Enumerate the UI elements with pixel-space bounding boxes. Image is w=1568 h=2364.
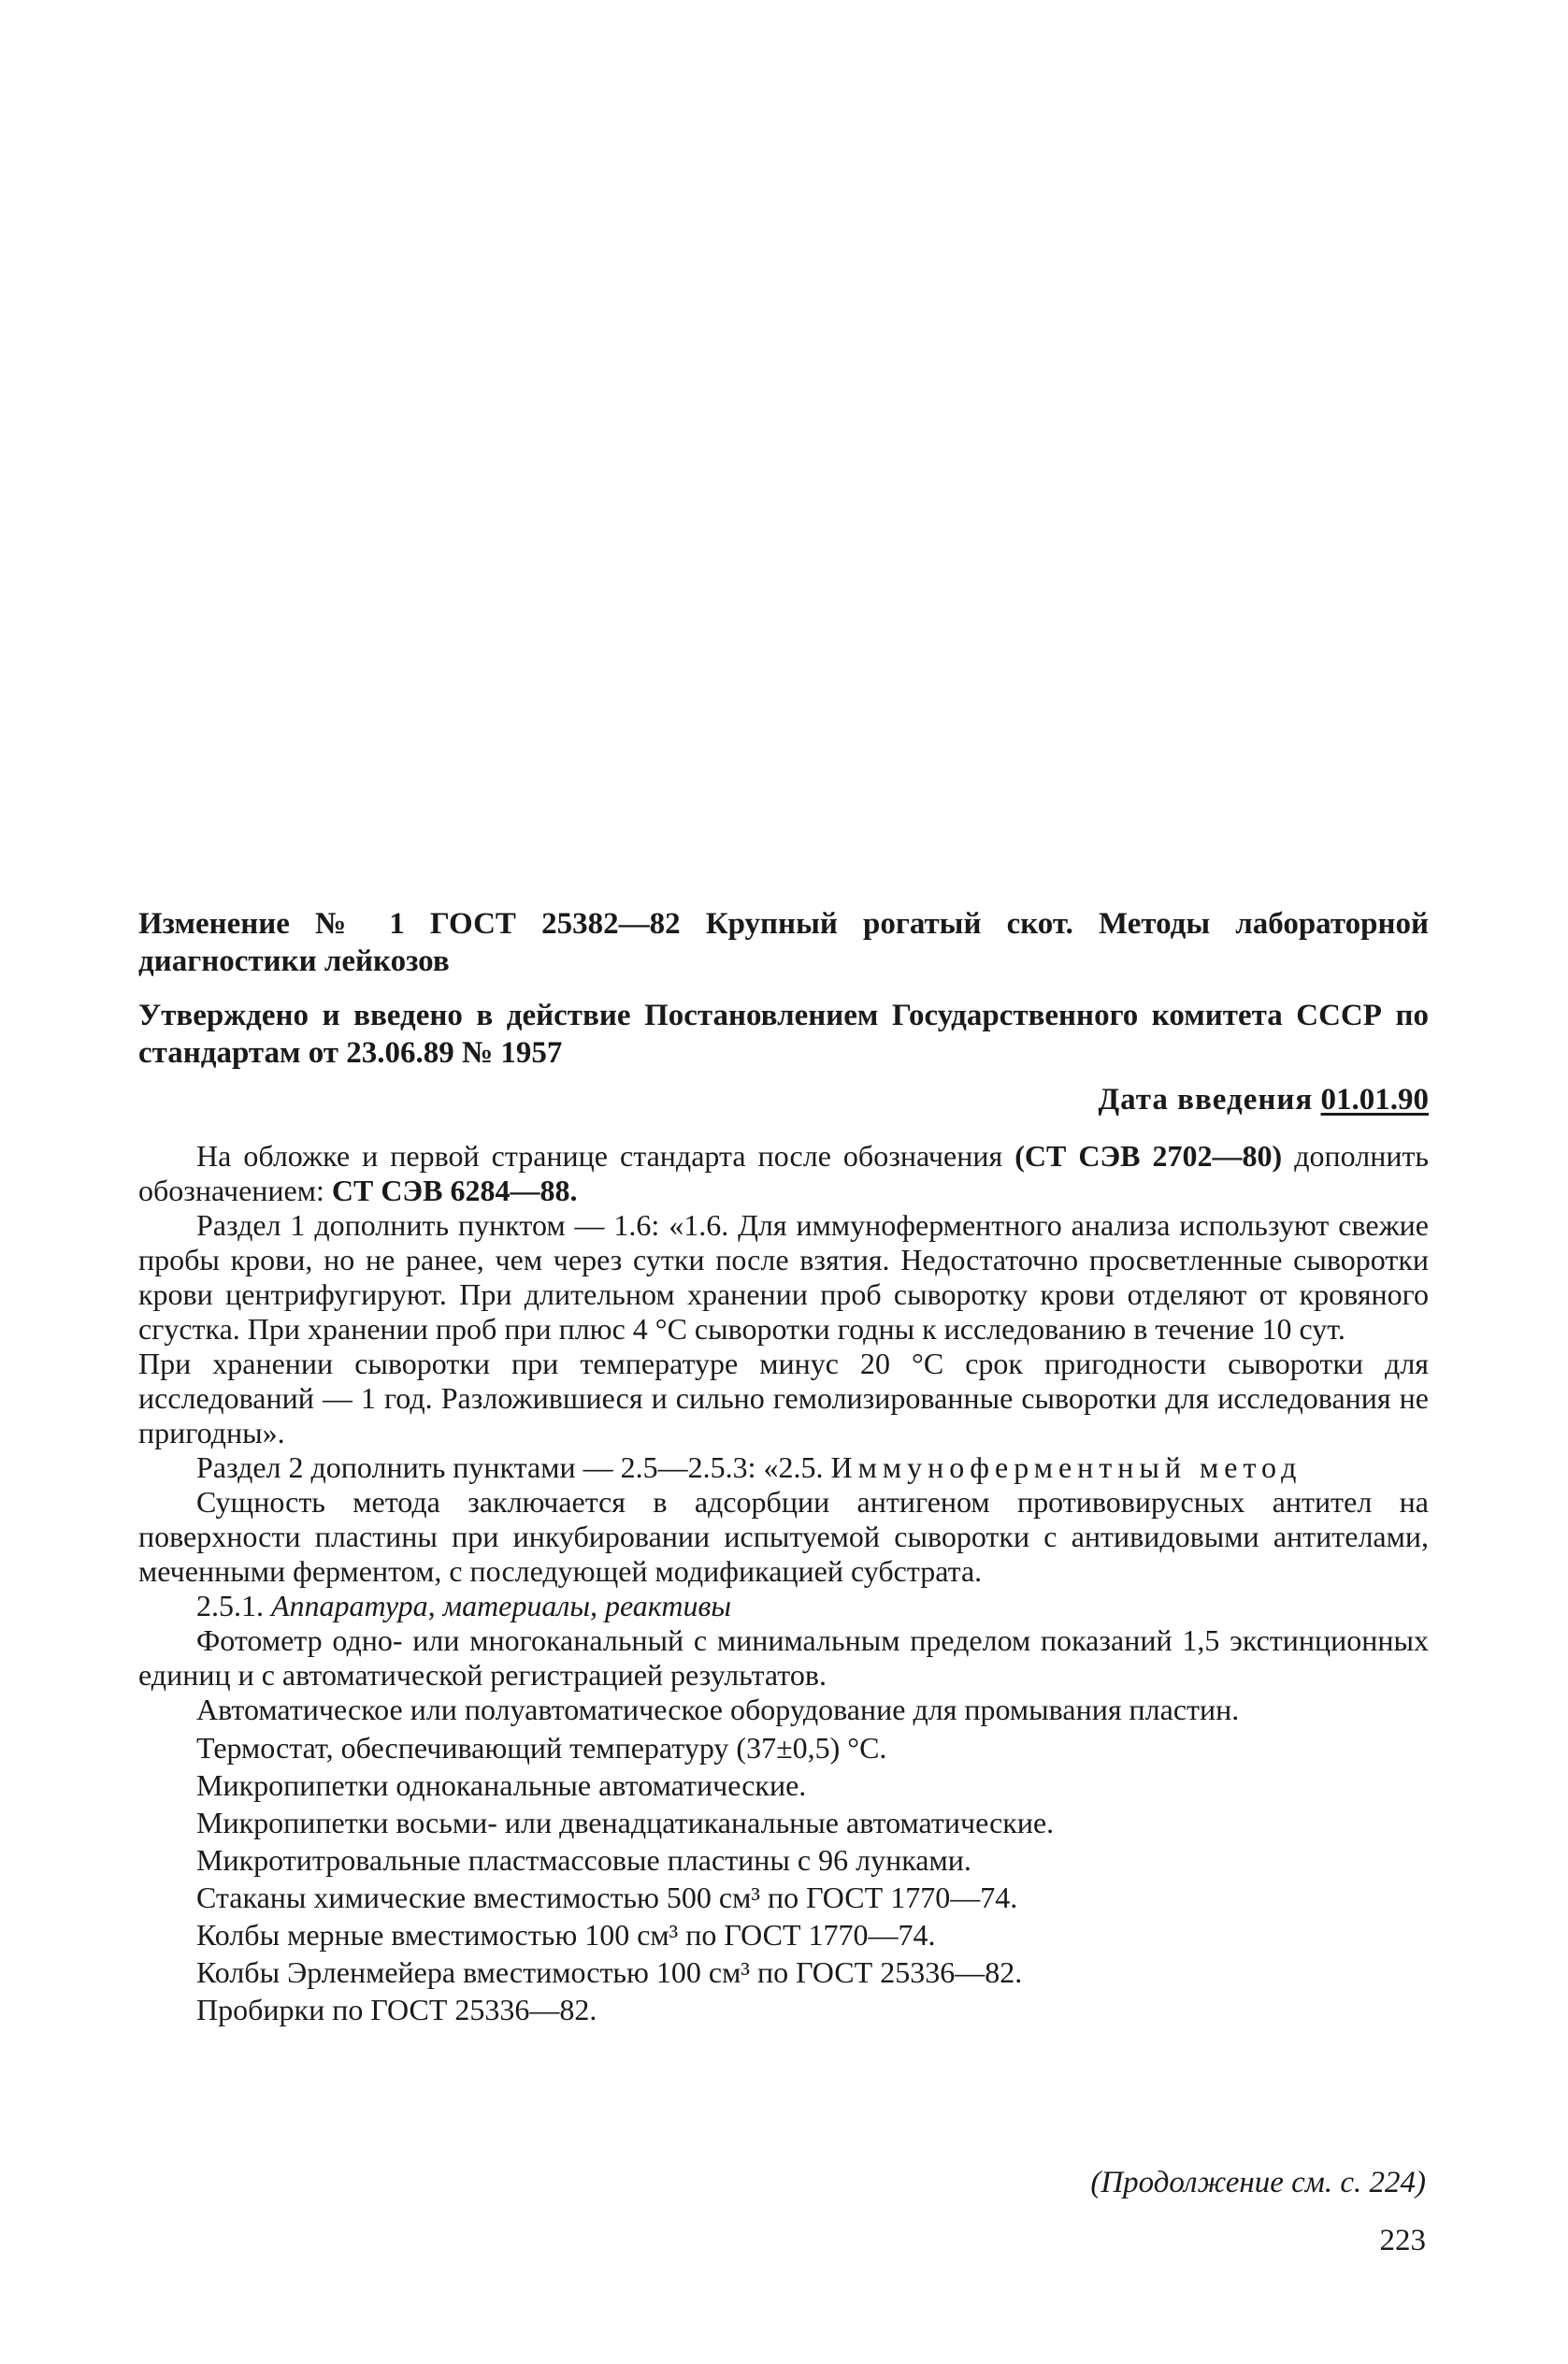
- equipment-list: [138, 1729, 1429, 2028]
- effective-date-label: Дата введения: [1098, 1083, 1314, 1117]
- list-item: Колбы Эрленмейера вместимостью 100 см³ по ГОСТ 25336—82.: [196, 1955, 1023, 1989]
- p1-text-c: дополнить обозначением:: [138, 1139, 1430, 1207]
- list-item: Микротитровальные пластмассовые пластины с 96 лунками.: [196, 1843, 971, 1877]
- p4-text-a: Раздел 2 дополнить пунктами — 2.5—2.5.3: «2.5.: [196, 1450, 831, 1484]
- amendment-title: Изменение № 1 ГОСТ 25382—82 Крупный рогатый скот. Методы лабораторной диагностики лейкозов: [138, 907, 1429, 978]
- list-item: Пробирки по ГОСТ 25336—82.: [196, 1993, 597, 2026]
- paragraph-2-5-1-heading: [138, 1589, 1429, 1623]
- list-item: Термостат, обеспечивающий температуру (37±0,5) °С.: [196, 1731, 887, 1765]
- p6-heading: Аппаратура, материалы, реактивы: [271, 1589, 731, 1622]
- list-item: Стаканы химические вместимостью 500 см³ по ГОСТ 1770—74.: [196, 1881, 1018, 1914]
- list-item: Микропипетки восьми- или двенадцатиканальные автоматические.: [196, 1806, 1055, 1839]
- list-item: Колбы мерные вместимостью 100 см³ по ГОСТ 1770—74.: [196, 1918, 936, 1952]
- paragraph-washing-equipment: Автоматическое или полуавтоматическое оборудование для промывания пластин.: [196, 1693, 1240, 1726]
- page-number: 223: [1379, 2224, 1426, 2257]
- continuation-note: (Продолжение см. с. 224): [1090, 2166, 1426, 2199]
- p1-text-d: СТ СЭВ 6284—88.: [331, 1174, 578, 1207]
- paragraph-section2-addition: [138, 1450, 1429, 1485]
- p6-number: 2.5.1.: [196, 1589, 271, 1622]
- effective-date-value: 01.01.90: [1320, 1083, 1429, 1117]
- paragraph-method-essence: Сущность метода заключается в адсорбции антигеном противовирусных антител на поверхности пластины при инкубировании испытуемой сыворотки с антивидовыми антителами, меченными ферментом, с последующей модификацией субстрата.: [138, 1485, 1429, 1588]
- paragraph-cover-designation: [138, 1139, 1429, 1208]
- header-block: [138, 905, 1429, 1118]
- p1-text-b: (СТ СЭВ 2702—80): [1014, 1139, 1283, 1173]
- paragraph-photometer: Фотометр одно- или многоканальный с минимальным пределом показаний 1,5 экстинционных единиц и с автоматической регистрацией результатов.: [138, 1623, 1429, 1692]
- approval-statement: Утверждено и введено в действие Постановлением Государственного комитета СССР по стандартам от 23.06.89 № 1957: [138, 999, 1429, 1070]
- list-item: Микропипетки одноканальные автоматические.: [196, 1768, 807, 1802]
- body-text: [138, 1139, 1429, 2028]
- paragraph-section1-addition: Раздел 1 дополнить пунктом — 1.6: «1.6. Для иммуноферментного анализа используют свежие пробы крови, но не ранее, чем через сутки после взятия. Недостаточно просветленные сыворотки крови центрифугируют. При длительном хранении проб сыворотку крови отделяют от кровяного сгустка. При хранении проб при плюс 4 °С сыворотки годны к исследованию в течение 10 сут.: [138, 1208, 1429, 1346]
- effective-date-line: [138, 1081, 1429, 1118]
- p1-text-a: На обложке и первой странице стандарта после обозначения: [196, 1139, 1015, 1173]
- p4-method-name: Иммуноферментный метод: [830, 1450, 1302, 1484]
- paragraph-storage: При хранении сыворотки при температуре минус 20 °С срок пригодности сыворотки для исследований — 1 год. Разложившиеся и сильно гемолизированные сыворотки для исследования не пригодны».: [138, 1347, 1429, 1449]
